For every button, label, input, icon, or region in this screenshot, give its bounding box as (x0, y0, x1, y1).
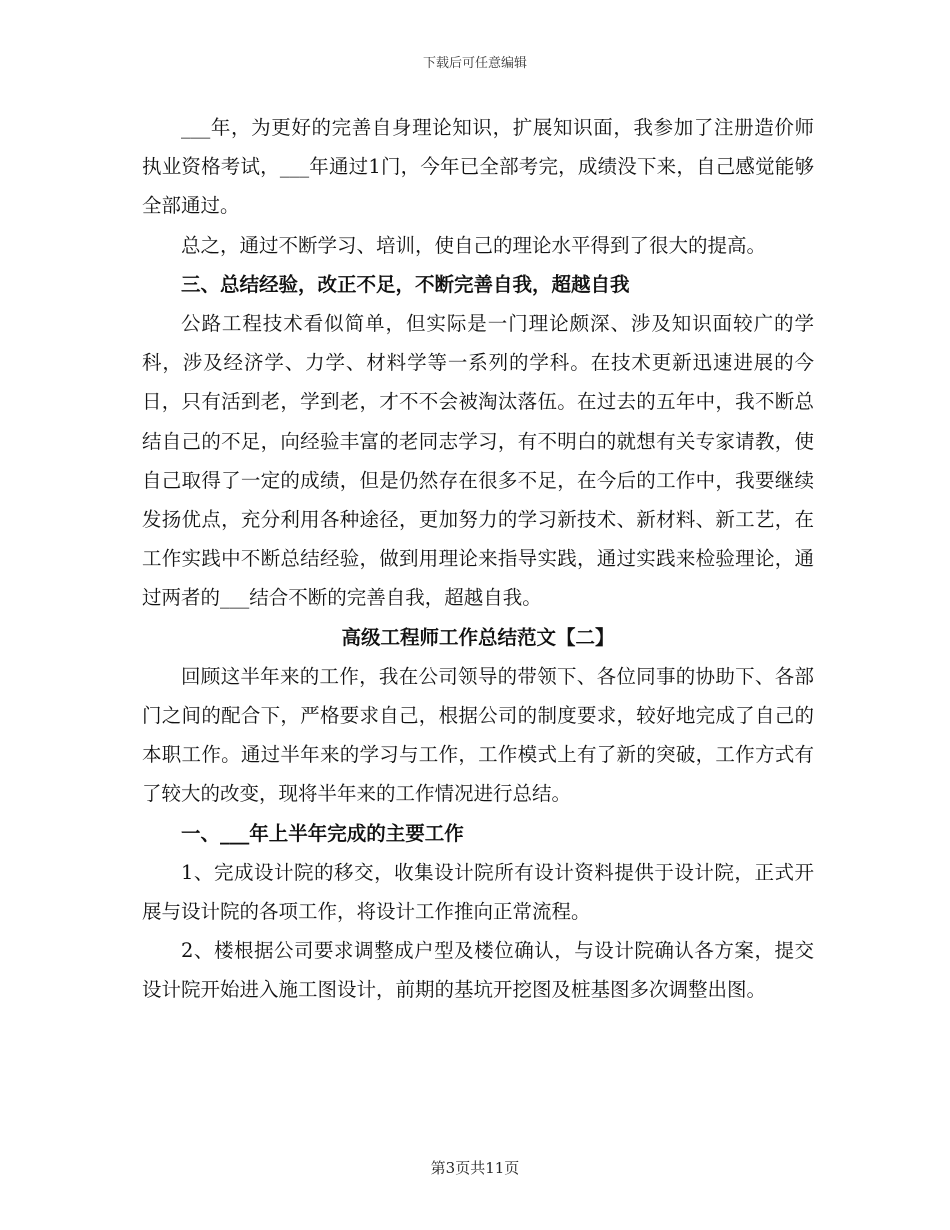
paragraph-experience: 公路工程技术看似简单，但实际是一门理论颇深、涉及知识面较广的学科，涉及经济学、力学、材料学等一系列的学科。在技术更新迅速进展的今日，只有活到老，学到老，才不不会被淘汰落伍。在过去的五年中，我不断总结自己的不足，向经验丰富的老同志学习，有不明白的就想有关专家请教，使自己取得了一定的成绩，但是仍然存在很多不足，在今后的工作中，我要继续发扬优点，充分利用各种途径，更加努力的学习新技术、新材料、新工艺，在工作实践中不断总结经验，做到用理论来指导实践，通过实践来检验理论，通过两者的___结合不断的完善自我，超越自我。 (142, 312, 814, 610)
paragraph-summary: 总之，通过不断学习、培训，使自己的理论水平得到了很大的提高。 (181, 233, 767, 257)
paragraph-review: 回顾这半年来的工作，我在公司领导的带领下、各位同事的协助下、各部门之间的配合下，严格要求自己，根据公司的制度要求，较好地完成了自己的本职工作。通过半年来的学习与工作，工作模式上有了新的突破，工作方式有了较大的改变，现将半年来的工作情况进行总结。 (142, 664, 814, 806)
article-title-2: 高级工程师工作总结范文【二】 (341, 625, 615, 649)
document-body (142, 108, 814, 1010)
page-header: 下载后可任意编辑 (422, 56, 527, 71)
section-heading-3: 三、总结经验，改正不足，不断完善自我，超越自我 (181, 272, 630, 296)
paragraph-exam: ___年，为更好的完善自身理论知识，扩展知识面，我参加了注册造价师执业资格考试，___年通过1门，今年已全部考完，成绩没下来，自己感觉能够全部通过。 (142, 116, 814, 218)
section-heading-1: 一、___年上半年完成的主要工作 (181, 821, 464, 845)
page-footer: 第3页共11页 (430, 1159, 520, 1177)
list-item-2: 2、楼根据公司要求调整成户型及楼位确认，与设计院确认各方案，提交设计院开始进入施工图设计，前期的基坑开挖图及桩基图多次调整出图。 (142, 939, 814, 1002)
list-item-1: 1、完成设计院的移交，收集设计院所有设计资料提供于设计院，正式开展与设计院的各项工作，将设计工作推向正常流程。 (142, 860, 814, 924)
